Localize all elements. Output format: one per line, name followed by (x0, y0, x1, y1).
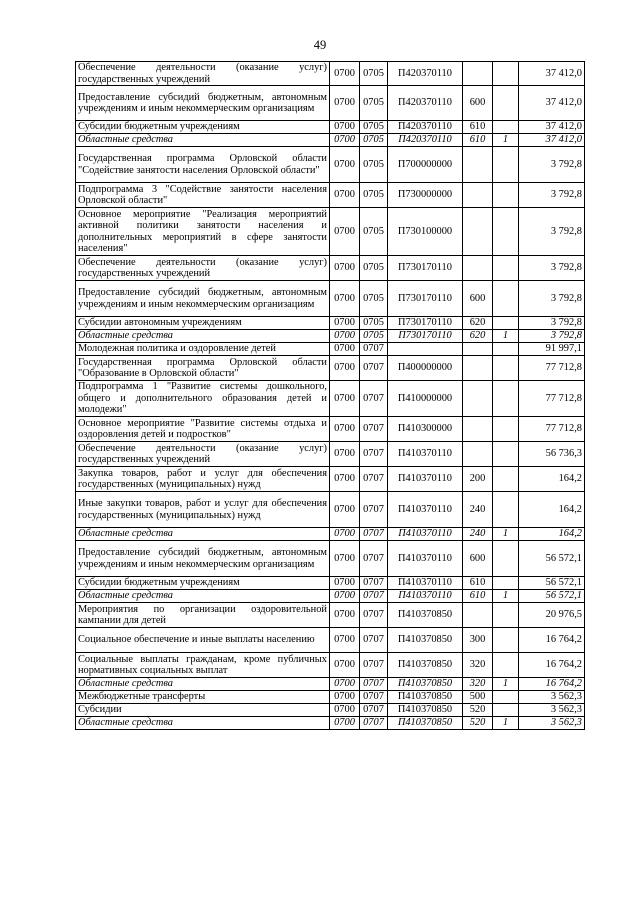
funding-source-code-cell (493, 577, 519, 590)
expense-type-code-cell: 610 (463, 577, 493, 590)
funding-source-code-cell (493, 628, 519, 653)
amount-cell: 77 712,8 (519, 381, 585, 417)
table-row (76, 317, 585, 330)
table-row (76, 256, 585, 281)
amount-cell: 3 792,8 (519, 147, 585, 183)
section-code-cell: 0700 (330, 577, 360, 590)
target-article-code-cell: П410370850 (388, 691, 463, 704)
subsection-code-cell: 0705 (360, 330, 388, 343)
funding-source-code-cell (493, 86, 519, 121)
section-code-cell: 0700 (330, 590, 360, 603)
table-row (76, 134, 585, 147)
funding-source-code-cell (493, 381, 519, 417)
table-row (76, 628, 585, 653)
item-name-cell: Субсидии бюджетным учреждениям (76, 121, 330, 134)
target-article-code-cell: П700000000 (388, 147, 463, 183)
subsection-code-cell: 0705 (360, 86, 388, 121)
section-code-cell: 0700 (330, 691, 360, 704)
section-code-cell: 0700 (330, 121, 360, 134)
amount-cell: 3 792,8 (519, 281, 585, 317)
section-code-cell: 0700 (330, 343, 360, 356)
subsection-code-cell: 0707 (360, 528, 388, 541)
table-row (76, 62, 585, 86)
target-article-code-cell: П730170110 (388, 330, 463, 343)
table-row (76, 678, 585, 691)
section-code-cell: 0700 (330, 317, 360, 330)
expense-type-code-cell (463, 183, 493, 208)
section-code-cell: 0700 (330, 147, 360, 183)
funding-source-code-cell (493, 281, 519, 317)
item-name-cell: Государственная программа Орловской области "Образование в Орловской области" (76, 356, 330, 381)
table-row (76, 121, 585, 134)
amount-cell: 164,2 (519, 467, 585, 492)
subsection-code-cell: 0707 (360, 417, 388, 442)
table-row (76, 691, 585, 704)
amount-cell: 37 412,0 (519, 62, 585, 86)
amount-cell: 77 712,8 (519, 417, 585, 442)
funding-source-code-cell (493, 704, 519, 717)
funding-source-code-cell (493, 603, 519, 628)
section-code-cell: 0700 (330, 256, 360, 281)
funding-source-code-cell: 1 (493, 717, 519, 730)
section-code-cell: 0700 (330, 381, 360, 417)
amount-cell: 164,2 (519, 528, 585, 541)
table-row (76, 492, 585, 528)
funding-source-code-cell (493, 653, 519, 678)
expense-type-code-cell (463, 208, 493, 256)
item-name-cell: Областные средства (76, 678, 330, 691)
budget-table (75, 61, 585, 730)
subsection-code-cell: 0707 (360, 691, 388, 704)
expense-type-code-cell: 520 (463, 717, 493, 730)
funding-source-code-cell: 1 (493, 330, 519, 343)
amount-cell: 37 412,0 (519, 121, 585, 134)
table-row (76, 86, 585, 121)
amount-cell: 3 562,3 (519, 717, 585, 730)
expense-type-code-cell: 240 (463, 492, 493, 528)
subsection-code-cell: 0707 (360, 653, 388, 678)
table-row (76, 541, 585, 577)
section-code-cell: 0700 (330, 281, 360, 317)
amount-cell: 16 764,2 (519, 628, 585, 653)
funding-source-code-cell (493, 691, 519, 704)
target-article-code-cell: П410370110 (388, 442, 463, 467)
expense-type-code-cell: 610 (463, 121, 493, 134)
subsection-code-cell: 0707 (360, 381, 388, 417)
funding-source-code-cell (493, 492, 519, 528)
target-article-code-cell: П410370110 (388, 577, 463, 590)
funding-source-code-cell (493, 442, 519, 467)
target-article-code-cell: П420370110 (388, 134, 463, 147)
target-article-code-cell: П410370110 (388, 590, 463, 603)
item-name-cell: Основное мероприятие "Развитие системы отдыха и оздоровления детей и подростков" (76, 417, 330, 442)
expense-type-code-cell (463, 147, 493, 183)
item-name-cell: Субсидии автономным учреждениям (76, 317, 330, 330)
amount-cell: 20 976,5 (519, 603, 585, 628)
subsection-code-cell: 0707 (360, 356, 388, 381)
item-name-cell: Предоставление субсидий бюджетным, автономным учреждениям и иным некоммерческим организациям (76, 541, 330, 577)
funding-source-code-cell: 1 (493, 590, 519, 603)
table-row (76, 577, 585, 590)
item-name-cell: Субсидии (76, 704, 330, 717)
expense-type-code-cell: 600 (463, 86, 493, 121)
subsection-code-cell: 0707 (360, 467, 388, 492)
item-name-cell: Областные средства (76, 330, 330, 343)
funding-source-code-cell (493, 343, 519, 356)
amount-cell: 3 792,8 (519, 256, 585, 281)
expense-type-code-cell (463, 381, 493, 417)
target-article-code-cell (388, 343, 463, 356)
expense-type-code-cell: 600 (463, 281, 493, 317)
item-name-cell: Обеспечение деятельности (оказание услуг) государственных учреждений (76, 62, 330, 86)
expense-type-code-cell: 610 (463, 134, 493, 147)
funding-source-code-cell (493, 256, 519, 281)
section-code-cell: 0700 (330, 417, 360, 442)
target-article-code-cell: П420370110 (388, 86, 463, 121)
table-row (76, 208, 585, 256)
amount-cell: 3 562,3 (519, 691, 585, 704)
subsection-code-cell: 0707 (360, 678, 388, 691)
item-name-cell: Социальное обеспечение и иные выплаты населению (76, 628, 330, 653)
item-name-cell: Закупка товаров, работ и услуг для обеспечения государственных (муниципальных) нужд (76, 467, 330, 492)
subsection-code-cell: 0707 (360, 442, 388, 467)
expense-type-code-cell: 610 (463, 590, 493, 603)
amount-cell: 91 997,1 (519, 343, 585, 356)
funding-source-code-cell (493, 541, 519, 577)
amount-cell: 3 562,3 (519, 704, 585, 717)
section-code-cell: 0700 (330, 208, 360, 256)
table-row (76, 704, 585, 717)
expense-type-code-cell (463, 442, 493, 467)
funding-source-code-cell (493, 62, 519, 86)
section-code-cell: 0700 (330, 528, 360, 541)
subsection-code-cell: 0707 (360, 628, 388, 653)
item-name-cell: Основное мероприятие "Реализация мероприятий активной политики занятости населения и дополнительных мероприятий в сфере занятости населения" (76, 208, 330, 256)
target-article-code-cell: П410370850 (388, 628, 463, 653)
target-article-code-cell: П410370110 (388, 492, 463, 528)
expense-type-code-cell: 620 (463, 330, 493, 343)
funding-source-code-cell: 1 (493, 528, 519, 541)
section-code-cell: 0700 (330, 356, 360, 381)
target-article-code-cell: П410370110 (388, 528, 463, 541)
section-code-cell: 0700 (330, 717, 360, 730)
funding-source-code-cell (493, 147, 519, 183)
section-code-cell: 0700 (330, 704, 360, 717)
section-code-cell: 0700 (330, 653, 360, 678)
expense-type-code-cell (463, 603, 493, 628)
target-article-code-cell: П420370110 (388, 62, 463, 86)
section-code-cell: 0700 (330, 628, 360, 653)
table-row (76, 147, 585, 183)
subsection-code-cell: 0705 (360, 121, 388, 134)
item-name-cell: Обеспечение деятельности (оказание услуг) государственных учреждений (76, 442, 330, 467)
subsection-code-cell: 0707 (360, 590, 388, 603)
item-name-cell: Обеспечение деятельности (оказание услуг) государственных учреждений (76, 256, 330, 281)
amount-cell: 77 712,8 (519, 356, 585, 381)
page-number: 49 (313, 38, 327, 52)
expense-type-code-cell (463, 62, 493, 86)
funding-source-code-cell (493, 356, 519, 381)
table-row (76, 590, 585, 603)
table-row (76, 281, 585, 317)
amount-cell: 164,2 (519, 492, 585, 528)
funding-source-code-cell (493, 183, 519, 208)
expense-type-code-cell: 520 (463, 704, 493, 717)
amount-cell: 56 572,1 (519, 541, 585, 577)
table-row (76, 528, 585, 541)
expense-type-code-cell (463, 356, 493, 381)
amount-cell: 3 792,8 (519, 330, 585, 343)
item-name-cell: Областные средства (76, 717, 330, 730)
funding-source-code-cell: 1 (493, 678, 519, 691)
section-code-cell: 0700 (330, 86, 360, 121)
target-article-code-cell: П730100000 (388, 208, 463, 256)
funding-source-code-cell (493, 417, 519, 442)
subsection-code-cell: 0707 (360, 603, 388, 628)
amount-cell: 3 792,8 (519, 208, 585, 256)
section-code-cell: 0700 (330, 330, 360, 343)
table-body (76, 62, 585, 730)
expense-type-code-cell: 600 (463, 541, 493, 577)
section-code-cell: 0700 (330, 62, 360, 86)
target-article-code-cell: П410370850 (388, 704, 463, 717)
section-code-cell: 0700 (330, 442, 360, 467)
expense-type-code-cell: 300 (463, 628, 493, 653)
expense-type-code-cell: 200 (463, 467, 493, 492)
section-code-cell: 0700 (330, 183, 360, 208)
expense-type-code-cell: 320 (463, 653, 493, 678)
subsection-code-cell: 0707 (360, 492, 388, 528)
table-row (76, 417, 585, 442)
item-name-cell: Мероприятия по организации оздоровительной кампании для детей (76, 603, 330, 628)
expense-type-code-cell (463, 256, 493, 281)
expense-type-code-cell: 500 (463, 691, 493, 704)
subsection-code-cell: 0705 (360, 147, 388, 183)
target-article-code-cell: П730170110 (388, 256, 463, 281)
item-name-cell: Подпрограмма 1 "Развитие системы дошкольного, общего и дополнительного образования детей и молодежи" (76, 381, 330, 417)
target-article-code-cell: П410370850 (388, 603, 463, 628)
funding-source-code-cell (493, 467, 519, 492)
funding-source-code-cell (493, 208, 519, 256)
amount-cell: 56 736,3 (519, 442, 585, 467)
subsection-code-cell: 0705 (360, 62, 388, 86)
amount-cell: 56 572,1 (519, 590, 585, 603)
amount-cell: 37 412,0 (519, 134, 585, 147)
funding-source-code-cell (493, 121, 519, 134)
table-row (76, 467, 585, 492)
funding-source-code-cell (493, 317, 519, 330)
section-code-cell: 0700 (330, 467, 360, 492)
target-article-code-cell: П420370110 (388, 121, 463, 134)
table-row (76, 183, 585, 208)
table-row (76, 442, 585, 467)
subsection-code-cell: 0707 (360, 704, 388, 717)
subsection-code-cell: 0707 (360, 717, 388, 730)
subsection-code-cell: 0705 (360, 183, 388, 208)
target-article-code-cell: П410370110 (388, 467, 463, 492)
target-article-code-cell: П410370110 (388, 541, 463, 577)
item-name-cell: Предоставление субсидий бюджетным, автономным учреждениям и иным некоммерческим организациям (76, 86, 330, 121)
section-code-cell: 0700 (330, 541, 360, 577)
target-article-code-cell: П410370850 (388, 653, 463, 678)
expense-type-code-cell: 320 (463, 678, 493, 691)
amount-cell: 56 572,1 (519, 577, 585, 590)
subsection-code-cell: 0707 (360, 541, 388, 577)
subsection-code-cell: 0707 (360, 577, 388, 590)
subsection-code-cell: 0705 (360, 256, 388, 281)
amount-cell: 37 412,0 (519, 86, 585, 121)
target-article-code-cell: П730170110 (388, 281, 463, 317)
item-name-cell: Предоставление субсидий бюджетным, автономным учреждениям и иным некоммерческим организациям (76, 281, 330, 317)
expense-type-code-cell: 240 (463, 528, 493, 541)
item-name-cell: Областные средства (76, 590, 330, 603)
item-name-cell: Субсидии бюджетным учреждениям (76, 577, 330, 590)
table-row (76, 356, 585, 381)
target-article-code-cell: П410370850 (388, 717, 463, 730)
funding-source-code-cell: 1 (493, 134, 519, 147)
subsection-code-cell: 0707 (360, 343, 388, 356)
section-code-cell: 0700 (330, 603, 360, 628)
subsection-code-cell: 0705 (360, 281, 388, 317)
table-row (76, 717, 585, 730)
table-row (76, 343, 585, 356)
target-article-code-cell: П410370850 (388, 678, 463, 691)
amount-cell: 3 792,8 (519, 317, 585, 330)
expense-type-code-cell: 620 (463, 317, 493, 330)
expense-type-code-cell (463, 343, 493, 356)
amount-cell: 3 792,8 (519, 183, 585, 208)
item-name-cell: Подпрограмма 3 "Содействие занятости населения Орловской области" (76, 183, 330, 208)
item-name-cell: Областные средства (76, 528, 330, 541)
subsection-code-cell: 0705 (360, 208, 388, 256)
item-name-cell: Социальные выплаты гражданам, кроме публичных нормативных социальных выплат (76, 653, 330, 678)
target-article-code-cell: П730170110 (388, 317, 463, 330)
table-row (76, 603, 585, 628)
target-article-code-cell: П410000000 (388, 381, 463, 417)
section-code-cell: 0700 (330, 134, 360, 147)
section-code-cell: 0700 (330, 492, 360, 528)
target-article-code-cell: П410300000 (388, 417, 463, 442)
target-article-code-cell: П730000000 (388, 183, 463, 208)
item-name-cell: Государственная программа Орловской области "Содействие занятости населения Орловской области" (76, 147, 330, 183)
expense-type-code-cell (463, 417, 493, 442)
target-article-code-cell: П400000000 (388, 356, 463, 381)
table-row (76, 653, 585, 678)
table-row (76, 330, 585, 343)
table-row (76, 381, 585, 417)
subsection-code-cell: 0705 (360, 134, 388, 147)
amount-cell: 16 764,2 (519, 678, 585, 691)
subsection-code-cell: 0705 (360, 317, 388, 330)
item-name-cell: Межбюджетные трансферты (76, 691, 330, 704)
item-name-cell: Областные средства (76, 134, 330, 147)
item-name-cell: Молодежная политика и оздоровление детей (76, 343, 330, 356)
item-name-cell: Иные закупки товаров, работ и услуг для обеспечения государственных (муниципальных) нужд (76, 492, 330, 528)
section-code-cell: 0700 (330, 678, 360, 691)
amount-cell: 16 764,2 (519, 653, 585, 678)
